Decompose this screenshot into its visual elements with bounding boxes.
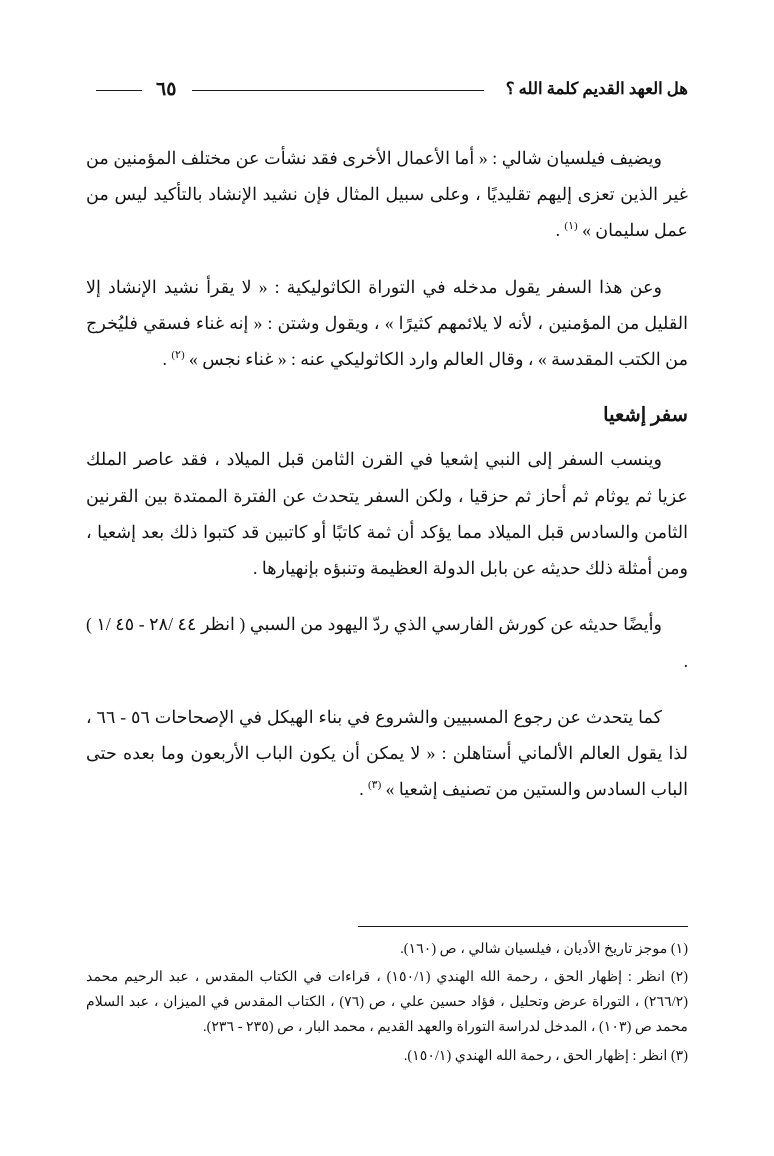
page-number: ٦٥ (156, 78, 177, 100)
footnotes-section (86, 926, 688, 1072)
section-heading: سفر إشعيا (603, 405, 688, 427)
paragraph-2-text: وعن هذا السفر يقول مدخله في التوراة الكاثوليكية : « لا يقرأ نشيد الإنشاد إلا القليل من المؤمنين ، لأنه لا يلائمهم كثيرًا » ، ويقول وشتن : « إنه غناء فسقي فليُخرج من الكتب المقدسة » ، وقال العالم وارد الكاثوليكي عنه : « غناء نجس » (86, 276, 688, 370)
paragraph-1 (86, 140, 688, 249)
paragraph-4 (86, 606, 688, 678)
paragraph-1-text: ويضيف فيلسيان شالي : « أما الأعمال الأخرى فقد نشأت عن مختلف المؤمنين من غير الذين تعزى إليهم تقليديًا ، وعلى سبيل المثال فإن نشيد الإنشاد بالتأكيد ليس من عمل سليمان » (86, 148, 688, 241)
footnote-ref-1[interactable]: (١) (564, 220, 578, 233)
header-rule-long (192, 90, 483, 91)
footnote-separator (358, 926, 688, 927)
paragraph-5 (86, 699, 688, 808)
header-title: هل العهد القديم كلمة الله ؟ (505, 79, 688, 98)
page-header (86, 72, 688, 106)
paragraph-5-text: كما يتحدث عن رجوع المسبيين والشروع في بناء الهيكل في الإصحاحات ٥٦ - ٦٦ ، لذا يقول العالم الألماني أستاهلن : « لا يمكن أن يكون الباب الأربعون وما بعده حتى الباب السادس والستين من تصنيف إشعيا » (86, 706, 688, 800)
paragraph-2 (86, 269, 688, 378)
header-rule-short (96, 90, 142, 91)
paragraph-2-tail: . (162, 349, 172, 370)
paragraph-3-text: وينسب السفر إلى النبي إشعيا في القرن الثامن قبل الميلاد ، فقد عاصر الملك عزيا ثم يوثام ثم أحاز ثم حزقيا ، ولكن السفر يتحدث عن الفترة الممتدة بين القرنين الثامن والسادس قبل الميلاد مما يؤكد أن ثمة كاتبًا أو كاتبين قد كتبوا ذلك بعد إشعيا ، ومن أمثلة ذلك حديثه عن بابل الدولة العظيمة وتنبؤه بإنهيارها . (86, 449, 688, 579)
footnote-1: (١) موجز تاريخ الأديان ، فيلسيان شالي ، ص (١٦٠). (400, 940, 688, 957)
footnote-ref-2[interactable]: (٢) (171, 349, 185, 362)
footnote-2: (٢) انظر : إظهار الحق ، رحمة الله الهندي (١٥٠/١) ، قراءات في الكتاب المقدس ، عبد الرحيم محمد (٢٦٦/٢) ، التوراة عرض وتحليل ، فؤاد حسين علي ، ص (٧٦) ، الكتاب المقدس في الميزان ، عبد السلام محمد ص (١٠٣) ، المدخل لدراسة التوراة والعهد القديم ، محمد البار ، ص (٢٣٥ - ٢٣٦). (86, 968, 688, 1036)
paragraph-1-tail: . (555, 220, 565, 241)
footnote-ref-3[interactable]: (٣) (368, 779, 382, 792)
paragraph-5-tail: . (359, 779, 368, 800)
paragraph-4-text: وأيضًا حديثه عن كورش الفارسي الذي ردّ اليهود من السبي ( انظر ٤٤ /٢٨ - ٤٥ /١ ) . (86, 614, 688, 671)
paragraph-3 (86, 441, 688, 586)
footnote-3: (٣) انظر : إظهار الحق ، رحمة الله الهندي (١٥٠/١). (403, 1047, 688, 1064)
